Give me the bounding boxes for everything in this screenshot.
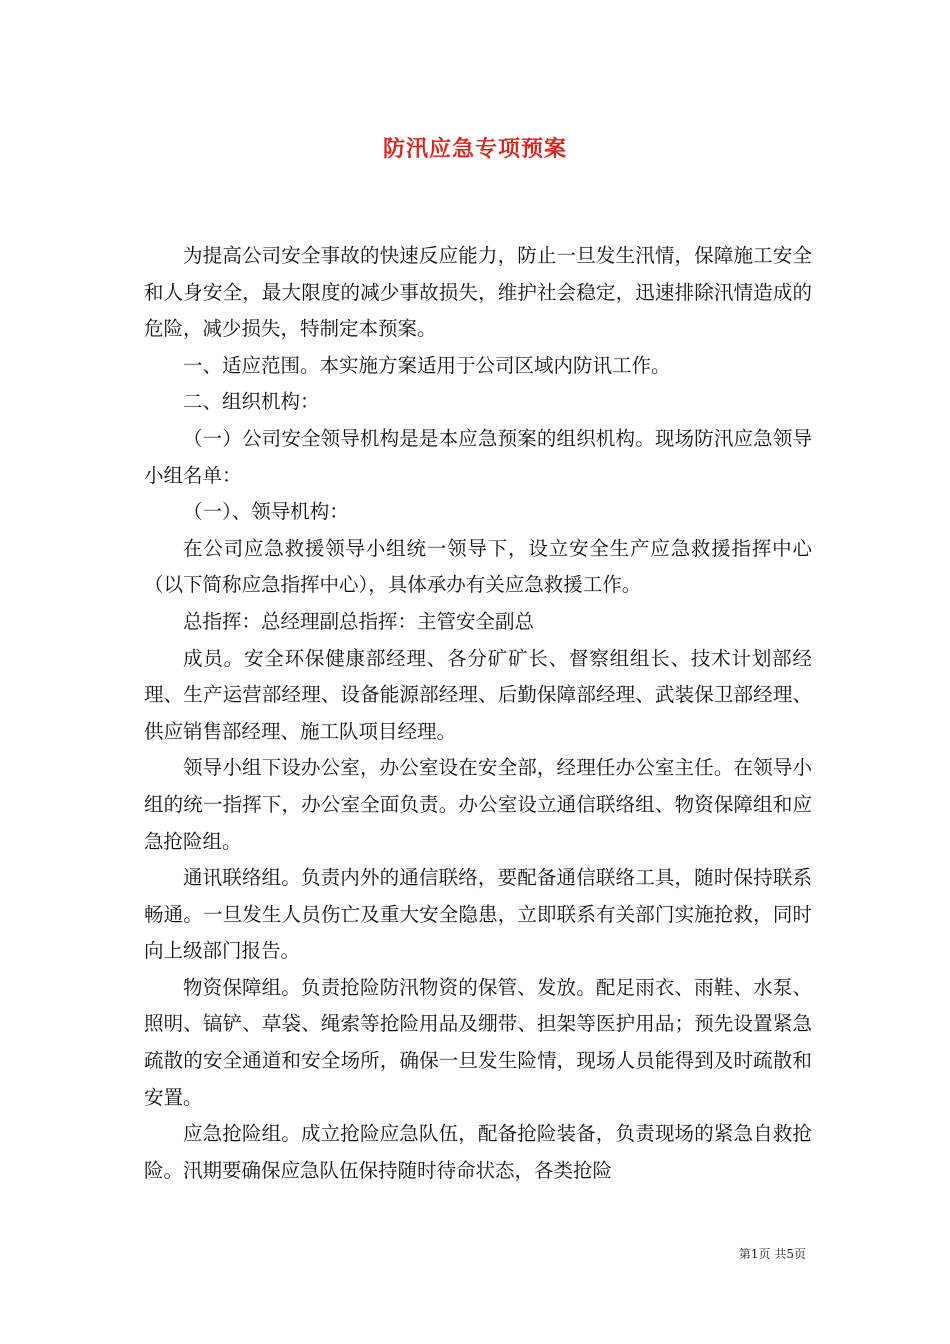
page-label-mid: 页 共 [758,1247,787,1261]
paragraph-supply-group: 物资保障组。负责抢险防汛物资的保管、发放。配足雨衣、雨鞋、水泵、照明、镐铲、草袋、绳索等抢险用品及绷带、担架等医护用品；预先设置紧急疏散的安全通道和安全场所，确保一旦发生险情，现场人员能得到及时疏散和安置。 [144,975,812,1109]
paragraph-organization-heading: 二、组织机构： [183,390,320,414]
document-body [144,238,812,1189]
page-footer [739,1245,806,1262]
paragraph-communication-group: 通讯联络组。负责内外的通信联络，要配备通信联络工具，随时保持联系畅通。一旦发生人员伤亡及重大安全隐患，立即联系有关部门实施抢救，同时向上级部门报告。 [144,866,812,963]
paragraph-scope: 一、适应范围。本实施方案适用于公司区域内防讯工作。 [183,353,671,377]
page-label-suffix: 页 [793,1247,806,1261]
page-number: 1 [750,1247,759,1261]
paragraph-office: 领导小组下设办公室，办公室设在安全部，经理任办公室主任。在领导小组的统一指挥下，办公室全面负责。办公室设立通信联络组、物资保障组和应急抢险组。 [144,756,812,853]
paragraph-intro: 为提高公司安全事故的快速反应能力，防止一旦发生汛情，保障施工安全和人身安全，最大限度的减少事故损失，维护社会稳定，迅速排除汛情造成的危险，减少损失，特制定本预案。 [144,244,812,341]
paragraph-members: 成员。安全环保健康部经理、各分矿矿长、督察组组长、技术计划部经理、生产运营部经理、设备能源部经理、后勤保障部经理、武装保卫部经理、供应销售部经理、施工队项目经理。 [144,646,812,743]
total-pages: 5 [786,1247,794,1261]
paragraph-leadership-heading: （一）、领导机构： [183,500,349,524]
document-title: 防汛应急专项预案 [382,136,567,162]
paragraph-rescue-group: 应急抢险组。成立抢险应急队伍，配备抢险装备，负责现场的紧急自救抢险。汛期要确保应急队伍保持随时待命状态，各类抢险 [144,1122,812,1182]
page-label-prefix: 第 [738,1247,751,1261]
paragraph-command-center: 在公司应急救援领导小组统一领导下，设立安全生产应急救援指挥中心（以下简称应急指挥中心），具体承办有关应急救援工作。 [144,536,812,597]
paragraph-commander: 总指挥：总经理副总指挥：主管安全副总 [183,609,535,633]
paragraph-leadership-structure: （一）公司安全领导机构是是本应急预案的组织机构。现场防汛应急领导小组名单： [144,426,812,487]
